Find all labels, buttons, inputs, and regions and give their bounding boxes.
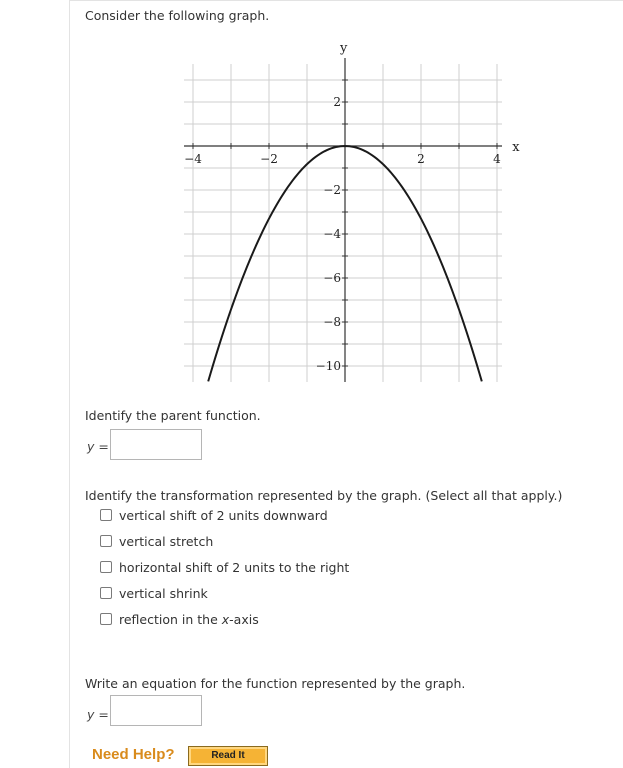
parabola-graph xyxy=(170,36,520,388)
y-tick-label: −8 xyxy=(323,315,341,329)
x-axis-label: x xyxy=(512,140,520,155)
y-tick-label: −6 xyxy=(323,271,341,285)
y-tick-label: −2 xyxy=(323,183,341,197)
graph-grid xyxy=(184,64,502,382)
option-label: vertical shrink xyxy=(119,586,208,601)
y-tick-label: 2 xyxy=(333,95,341,109)
option-reflection-x-axis[interactable] xyxy=(100,612,259,627)
part3-prompt: Write an equation for the function represented by the graph. xyxy=(85,676,466,691)
x-tick-label: −2 xyxy=(260,152,278,166)
option-vertical-stretch[interactable] xyxy=(100,534,213,549)
part3-y-label: y = xyxy=(87,707,109,722)
panel-left-border xyxy=(69,0,70,768)
graph-axes xyxy=(184,58,502,382)
parent-function-input[interactable] xyxy=(110,429,202,460)
option-horizontal-shift-right[interactable] xyxy=(100,560,349,575)
y-tick-label: −4 xyxy=(323,227,341,241)
read-it-button[interactable]: Read It xyxy=(188,746,268,766)
option-label: vertical stretch xyxy=(119,534,214,549)
y-axis-label: y xyxy=(340,41,348,56)
y-tick-label: −10 xyxy=(315,359,341,373)
option-label: reflection in the x-axis xyxy=(119,612,259,627)
checkbox[interactable] xyxy=(100,613,112,625)
question-intro: Consider the following graph. xyxy=(85,8,270,23)
x-tick-label: −4 xyxy=(184,152,202,166)
part2-prompt: Identify the transformation represented by the graph. (Select all that apply.) xyxy=(85,488,563,503)
equation-input[interactable] xyxy=(110,695,202,726)
x-tick-label: 2 xyxy=(417,152,425,166)
part1-prompt: Identify the parent function. xyxy=(85,408,261,423)
checkbox[interactable] xyxy=(100,509,112,521)
checkbox[interactable] xyxy=(100,587,112,599)
option-label: vertical shift of 2 units downward xyxy=(119,508,328,523)
part1-y-label: y = xyxy=(87,439,109,454)
option-label: horizontal shift of 2 units to the right xyxy=(119,560,350,575)
option-vertical-shrink[interactable] xyxy=(100,586,208,601)
panel-top-border xyxy=(69,0,623,1)
x-tick-label: 4 xyxy=(493,152,501,166)
checkbox[interactable] xyxy=(100,561,112,573)
option-vertical-shift-down[interactable] xyxy=(100,508,328,523)
need-help-label: Need Help? xyxy=(92,746,175,763)
graph-labels xyxy=(184,41,520,373)
checkbox[interactable] xyxy=(100,535,112,547)
